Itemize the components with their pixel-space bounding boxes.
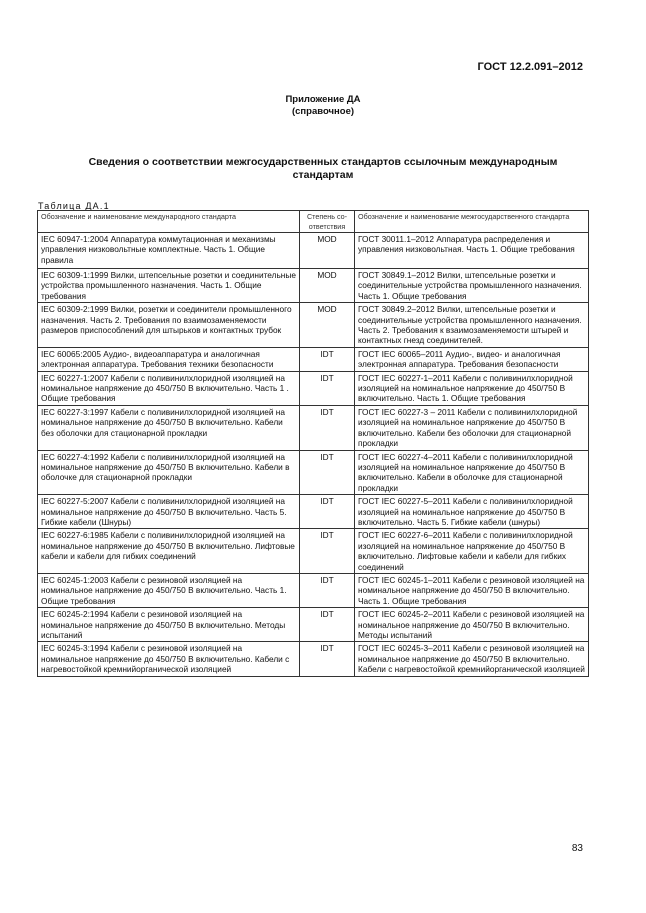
table-row xyxy=(38,233,589,269)
page-number: 83 xyxy=(571,843,583,854)
table-row xyxy=(38,303,589,348)
cell-degree: IDT xyxy=(300,450,355,495)
table-row xyxy=(38,608,589,642)
cell-international: IEC 60227-5:2007 Кабели с поливинилхлоридной изоляцией на номинальное напряжение до 450/750 В включительно. Часть 5. Гибкие кабели (Шнуры) xyxy=(38,495,300,529)
cell-degree: IDT xyxy=(300,347,355,371)
cell-interstate: ГОСТ IEC 60227-5–2011 Кабели с поливинилхлоридной изоляцией на номинальное напряжение до 450/750 В включительно. Часть 5. Гибкие кабели (шнуры) xyxy=(355,495,589,529)
cell-international: IEC 60245-1:2003 Кабели с резиновой изоляцией на номинальное напряжение до 450/750 В включительно. Часть 1. Общие требования xyxy=(38,573,300,607)
table-header-row xyxy=(38,211,589,233)
annex-subtitle: (справочное) xyxy=(291,106,355,117)
cell-degree: MOD xyxy=(300,303,355,348)
cell-degree: IDT xyxy=(300,405,355,450)
cell-international: IEC 60227-1:2007 Кабели с поливинилхлоридной изоляцией на номинальное напряжение до 450/750 В включительно. Часть 1 . Общие требования xyxy=(38,371,300,405)
cell-international: IEC 60947-1:2004 Аппаратура коммутационная и механизмы управления низковольтные комплектные. Часть 1. Общие правила xyxy=(38,233,300,269)
cell-degree: IDT xyxy=(300,642,355,676)
cell-degree: MOD xyxy=(300,233,355,269)
cell-degree: IDT xyxy=(300,608,355,642)
cell-interstate: ГОСТ IEC 60245-1–2011 Кабели с резиновой изоляцией на номинальное напряжение до 450/750 В включительно. Часть 1. Общие требования xyxy=(355,573,589,607)
cell-international: IEC 60227-3:1997 Кабели с поливинилхлоридной изоляцией на номинальное напряжение до 450/750 В включительно. Кабели без оболочки для стационарной прокладки xyxy=(38,405,300,450)
header-degree: Степень со-ответствия xyxy=(300,211,355,233)
cell-degree: IDT xyxy=(300,371,355,405)
table-row xyxy=(38,642,589,676)
cell-international: IEC 60227-6:1985 Кабели с поливинилхлоридной изоляцией на номинальное напряжение до 450/750 В включительно. Лифтовые кабели и кабели для гибких соединений xyxy=(38,529,300,574)
table-row xyxy=(38,529,589,574)
table-row xyxy=(38,347,589,371)
table-row xyxy=(38,495,589,529)
header-interstate: Обозначение и наименование межгосударственного стандарта xyxy=(355,211,589,233)
cell-interstate: ГОСТ IEC 60227-6–2011 Кабели с поливинилхлоридной изоляцией на номинальное напряжение до 450/750 В включительно. Лифтовые кабели и кабели для гибких соединений xyxy=(355,529,589,574)
cell-international: IEC 60227-4:1992 Кабели с поливинилхлоридной изоляцией на номинальное напряжение до 450/750 В включительно. Кабели в оболочке для стационарной прокладки xyxy=(38,450,300,495)
cell-degree: MOD xyxy=(300,269,355,303)
annex-title: Приложение ДА xyxy=(285,94,361,105)
cell-degree: IDT xyxy=(300,529,355,574)
cell-interstate: ГОСТ IEC 60065–2011 Аудио-, видео- и аналогичная электронная аппаратура. Требования безопасности xyxy=(355,347,589,371)
cell-international: IEC 60245-3:1994 Кабели с резиновой изоляцией на номинальное напряжение до 450/750 В включительно. Кабели с нагревостойкой кремнийорганической изоляцией xyxy=(38,642,300,676)
table-label: Таблица ДА.1 xyxy=(38,201,110,211)
document-code: ГОСТ 12.2.091–2012 xyxy=(477,61,583,73)
cell-international: IEC 60309-1:1999 Вилки, штепсельные розетки и соединительные устройства промышленного назначения. Часть 1. Общие требования xyxy=(38,269,300,303)
cell-interstate: ГОСТ 30849.2–2012 Вилки, штепсельные розетки и соединительные устройства промышленного назначения. Часть 2. Требования к взаимозаменяемости штырей и контактных гнезд соединителей. xyxy=(355,303,589,348)
cell-degree: IDT xyxy=(300,495,355,529)
table-row xyxy=(38,573,589,607)
cell-degree: IDT xyxy=(300,573,355,607)
cell-interstate: ГОСТ IEC 60227-4–2011 Кабели с поливинилхлоридной изоляцией на номинальное напряжение до 450/750 В включительно. Кабели в оболочке для стационарной прокладки xyxy=(355,450,589,495)
table-row xyxy=(38,269,589,303)
cell-interstate: ГОСТ 30011.1–2012 Аппаратура распределения и управления низковольтная. Часть 1. Общие требования xyxy=(355,233,589,269)
correspondence-table xyxy=(37,210,589,677)
table-row xyxy=(38,371,589,405)
table-row xyxy=(38,450,589,495)
cell-international: IEC 60309-2:1999 Вилки, розетки и соединители промышленного назначения. Часть 2. Требования по взаимозаменяемости размеров приспособлений для штырьков и контактных трубок xyxy=(38,303,300,348)
header-international: Обозначение и наименование международного стандарта xyxy=(38,211,300,233)
cell-international: IEC 60245-2:1994 Кабели с резиновой изоляцией на номинальное напряжение до 450/750 В включительно. Методы испытаний xyxy=(38,608,300,642)
cell-interstate: ГОСТ IEC 60227-3 – 2011 Кабели с поливинилхлоридной изоляцией на номинальное напряжение до 450/750 В включительно. Кабели без оболочки для стационарной прокладки xyxy=(355,405,589,450)
cell-interstate: ГОСТ IEC 60245-2–2011 Кабели с резиновой изоляцией на номинальное напряжение до 450/750 В включительно. Методы испытаний xyxy=(355,608,589,642)
section-title: Сведения о соответствии межгосударственных стандартов ссылочным международным стандартам xyxy=(88,156,558,181)
annex-heading xyxy=(0,94,646,118)
cell-interstate: ГОСТ 30849.1–2012 Вилки, штепсельные розетки и соединительные устройства промышленного назначения. Часть 1. Общие требования xyxy=(355,269,589,303)
table-row xyxy=(38,405,589,450)
cell-interstate: ГОСТ IEC 60245-3–2011 Кабели с резиновой изоляцией на номинальное напряжение до 450/750 В включительно. Кабели с нагревостойкой кремнийорганической изоляцией xyxy=(355,642,589,676)
cell-international: IEC 60065:2005 Аудио-, видеоаппаратура и аналогичная электронная аппаратура. Требования техники безопасности xyxy=(38,347,300,371)
cell-interstate: ГОСТ IEC 60227-1–2011 Кабели с поливинилхлоридной изоляцией на номинальное напряжение до 450/750 В включительно. Часть 1. Общие требования xyxy=(355,371,589,405)
